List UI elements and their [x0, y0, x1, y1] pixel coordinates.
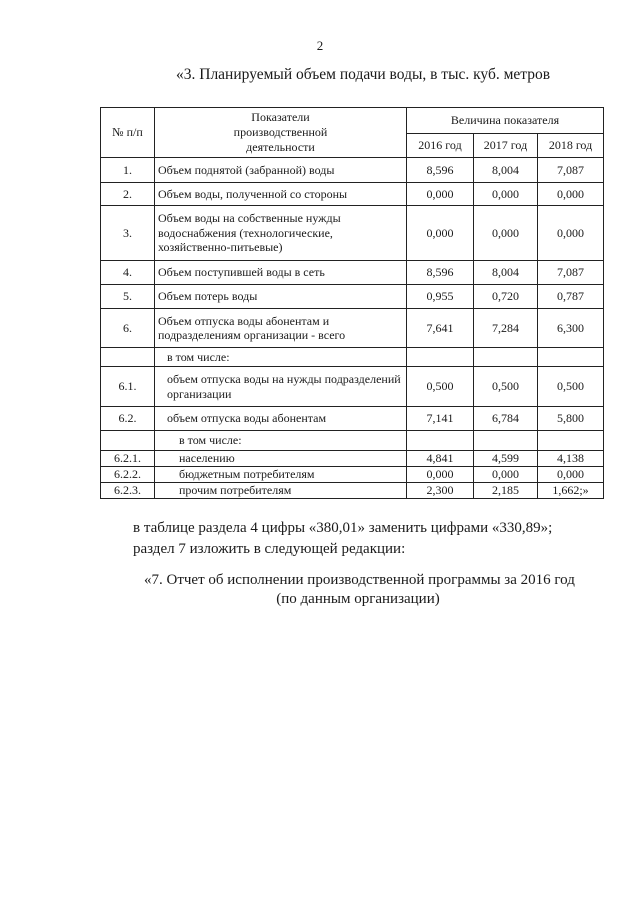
- row-num: [101, 431, 155, 451]
- table-row: [101, 261, 604, 285]
- row-num: 6.2.1.: [101, 451, 155, 467]
- header-year-2017: 2017 год: [474, 134, 538, 158]
- table-row: [101, 451, 604, 467]
- row-num: 3.: [101, 206, 155, 261]
- value-2016: 0,000: [407, 183, 474, 206]
- value-2018: 0,000: [538, 183, 604, 206]
- row-num: 1.: [101, 158, 155, 183]
- table-row: [101, 367, 604, 407]
- header-indicator: Показатели производственной деятельности: [155, 108, 407, 158]
- row-name: объем отпуска воды на нужды подразделений организации: [155, 367, 407, 407]
- value-2016: 8,596: [407, 158, 474, 183]
- row-name: бюджетным потребителям: [155, 467, 407, 483]
- value-2017: 4,599: [474, 451, 538, 467]
- water-supply-table: [100, 107, 604, 499]
- row-name: Объем воды на собственные нужды водоснабжения (технологические, хозяйственно-питьевые): [155, 206, 407, 261]
- table-row: [101, 158, 604, 183]
- row-name: в том числе:: [155, 348, 407, 367]
- value-2018: 0,500: [538, 367, 604, 407]
- value-2018: 1,662;»: [538, 483, 604, 499]
- row-num: [101, 348, 155, 367]
- value-2018: 5,800: [538, 407, 604, 431]
- table-row: [101, 431, 604, 451]
- value-2018: 0,787: [538, 285, 604, 309]
- value-2018: [538, 348, 604, 367]
- row-name: в том числе:: [155, 431, 407, 451]
- amendment-text-line-2: раздел 7 изложить в следующей редакции:: [133, 541, 406, 557]
- value-2016: 8,596: [407, 261, 474, 285]
- header-num: № п/п: [101, 108, 155, 158]
- value-2018: 0,000: [538, 467, 604, 483]
- table-row: [101, 483, 604, 499]
- value-2016: 4,841: [407, 451, 474, 467]
- value-2018: [538, 431, 604, 451]
- row-name: Объем отпуска воды абонентам и подразделениям организации - всего: [155, 309, 407, 348]
- row-name: Объем поднятой (забранной) воды: [155, 158, 407, 183]
- section-7-title: «7. Отчет об исполнении производственной программы за 2016 год: [144, 572, 575, 588]
- table-row: [101, 285, 604, 309]
- value-2017: 6,784: [474, 407, 538, 431]
- row-num: 4.: [101, 261, 155, 285]
- header-value-group: Величина показателя: [407, 108, 604, 134]
- value-2016: 0,955: [407, 285, 474, 309]
- value-2017: 2,185: [474, 483, 538, 499]
- value-2017: 8,004: [474, 158, 538, 183]
- value-2016: 2,300: [407, 483, 474, 499]
- row-name: населению: [155, 451, 407, 467]
- row-num: 6.2.2.: [101, 467, 155, 483]
- table-row: [101, 309, 604, 348]
- header-year-2016: 2016 год: [407, 134, 474, 158]
- value-2018: 6,300: [538, 309, 604, 348]
- value-2018: 7,087: [538, 261, 604, 285]
- amendment-text-line-1: в таблице раздела 4 цифры «380,01» заменить цифрами «330,89»;: [133, 520, 553, 536]
- value-2017: 8,004: [474, 261, 538, 285]
- header-year-2018: 2018 год: [538, 134, 604, 158]
- value-2017: 0,000: [474, 183, 538, 206]
- value-2016: 0,000: [407, 206, 474, 261]
- table-row: [101, 183, 604, 206]
- value-2016: [407, 348, 474, 367]
- section-title: «3. Планируемый объем подачи воды, в тыс. куб. метров: [176, 66, 551, 83]
- table-row: [101, 407, 604, 431]
- value-2016: 7,641: [407, 309, 474, 348]
- value-2017: 0,720: [474, 285, 538, 309]
- row-name: Объем поступившей воды в сеть: [155, 261, 407, 285]
- value-2016: [407, 431, 474, 451]
- row-name: объем отпуска воды абонентам: [155, 407, 407, 431]
- value-2017: 0,000: [474, 467, 538, 483]
- value-2016: 0,000: [407, 467, 474, 483]
- value-2016: 0,500: [407, 367, 474, 407]
- table-row: [101, 467, 604, 483]
- value-2018: 4,138: [538, 451, 604, 467]
- page-number: 2: [316, 38, 324, 53]
- value-2017: [474, 431, 538, 451]
- value-2017: 0,500: [474, 367, 538, 407]
- value-2017: [474, 348, 538, 367]
- row-num: 6.2.: [101, 407, 155, 431]
- value-2018: 0,000: [538, 206, 604, 261]
- table-row: [101, 348, 604, 367]
- row-num: 5.: [101, 285, 155, 309]
- table-row: [101, 206, 604, 261]
- value-2017: 0,000: [474, 206, 538, 261]
- row-num: 2.: [101, 183, 155, 206]
- section-7-subtitle: (по данным организации): [276, 591, 440, 607]
- row-num: 6.1.: [101, 367, 155, 407]
- value-2017: 7,284: [474, 309, 538, 348]
- row-name: прочим потребителям: [155, 483, 407, 499]
- row-num: 6.2.3.: [101, 483, 155, 499]
- row-name: Объем воды, полученной со стороны: [155, 183, 407, 206]
- row-num: 6.: [101, 309, 155, 348]
- value-2016: 7,141: [407, 407, 474, 431]
- value-2018: 7,087: [538, 158, 604, 183]
- row-name: Объем потерь воды: [155, 285, 407, 309]
